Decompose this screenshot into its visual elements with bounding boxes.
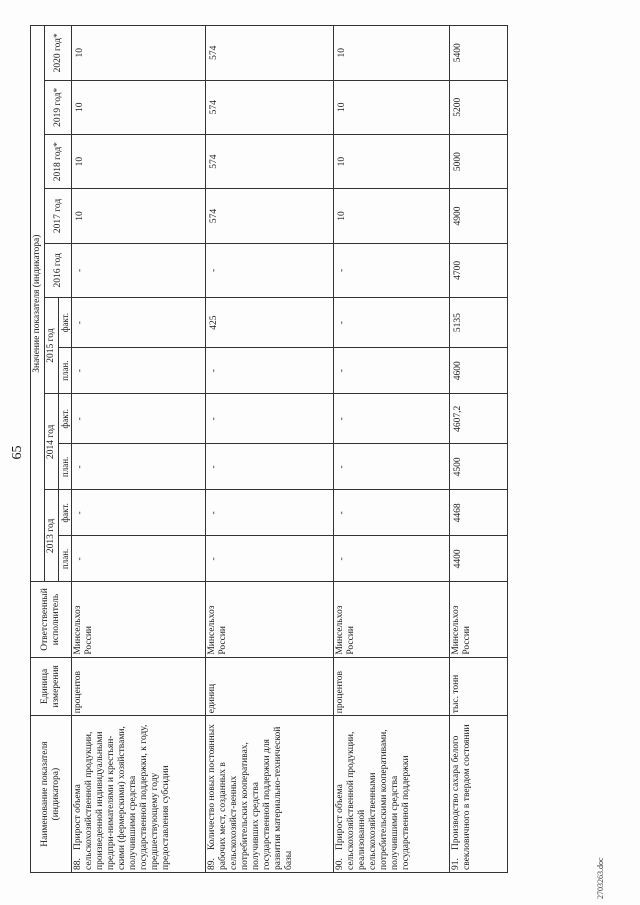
value-2020: 5400 [450,26,508,81]
value-2013-fact: - [334,490,450,536]
value-2016: 4700 [450,243,508,297]
header-2014-fact: факт. [58,394,71,444]
header-row-1 [31,26,45,873]
unit-cell: единиц [206,657,334,716]
value-2016: - [334,243,450,297]
value-2014-fact: 4607,2 [450,394,508,444]
header-2015: 2015 год [44,298,58,394]
value-2020: 10 [72,26,206,81]
responsible-cell: Минсельхоз России [72,582,206,657]
value-2013-plan: 4400 [450,536,508,582]
header-responsible: Ответственный исполнитель [31,582,72,657]
indicator-name-cell [450,716,508,873]
value-2019: 5200 [450,80,508,134]
unit-cell: процентов [334,657,450,716]
header-2013: 2013 год [44,490,58,582]
unit-cell: процентов [72,657,206,716]
document-file-name: 2703263.doc [596,857,605,899]
header-2014-plan: план. [58,444,71,490]
value-2014-plan: - [206,444,334,490]
table-row [72,26,206,873]
value-2014-fact: - [334,394,450,444]
row-number: 90. [335,858,346,870]
value-2014-plan: - [334,444,450,490]
responsible-cell: Минсельхоз России [450,582,508,657]
value-2015-plan: - [72,348,206,394]
value-2014-plan: - [72,444,206,490]
value-2015-plan: - [334,348,450,394]
responsible-cell: Минсельхоз России [206,582,334,657]
indicator-name-cell [206,716,334,873]
page-number: 65 [10,445,25,460]
value-2015-fact: - [334,298,450,348]
header-2013-fact: факт. [58,490,71,536]
value-2018: 10 [334,134,450,188]
table-row [206,26,334,873]
header-unit: Единица измерения [31,657,72,716]
header-2014: 2014 год [44,394,58,490]
value-2019: 574 [206,80,334,134]
value-2014-fact: - [206,394,334,444]
indicator-name: Производство сахара белого свекловичного в твердом состоянии [451,724,473,870]
value-2013-fact: - [206,490,334,536]
indicator-name: Количество новых постоянных рабочих мест, созданных в сельскохозяйст-венных потребительских кооперативах, получивших средства государственной поддержки для развития материально-технической базы [207,724,294,870]
value-2017: 574 [206,189,334,243]
header-values-group: Значение показателя (индикатора) [31,26,45,582]
header-2018: 2018 год* [44,134,71,188]
value-2015-fact: 5135 [450,298,508,348]
table-row [450,26,508,873]
header-2013-plan: план. [58,536,71,582]
value-2020: 574 [206,26,334,81]
value-2013-plan: - [72,536,206,582]
unit-cell: тыс. тонн [450,657,508,716]
value-2015-plan: 4600 [450,348,508,394]
value-2019: 10 [72,80,206,134]
value-2017: 10 [72,189,206,243]
value-2013-plan: - [334,536,450,582]
table-row [334,26,450,873]
value-2018: 5000 [450,134,508,188]
value-2013-fact: - [72,490,206,536]
header-name: Наименование показателя (индикатора) [31,716,72,873]
value-2016: - [72,243,206,297]
value-2014-plan: 4500 [450,444,508,490]
header-2016: 2016 год [44,243,71,297]
value-2018: 574 [206,134,334,188]
value-2019: 10 [334,80,450,134]
value-2020: 10 [334,26,450,81]
value-2017: 4900 [450,189,508,243]
indicators-table [30,25,508,873]
value-2015-plan: - [206,348,334,394]
header-2020: 2020 год* [44,26,71,81]
indicator-name: Прирост объема сельскохозяйственной продукции, реализованной сельскохозяйственными потребительскими кооперативами, получившими средства государственной поддержки [335,729,411,870]
header-2017: 2017 год [44,189,71,243]
indicator-name-cell [72,716,206,873]
value-2017: 10 [334,189,450,243]
responsible-cell: Минсельхоз России [334,582,450,657]
header-2019: 2019 год* [44,80,71,134]
value-2016: - [206,243,334,297]
value-2018: 10 [72,134,206,188]
value-2015-fact: - [72,298,206,348]
header-2015-fact: факт. [58,298,71,348]
value-2014-fact: - [72,394,206,444]
row-number: 88. [73,858,84,870]
row-number: 89. [207,858,218,870]
row-number: 91. [451,858,462,870]
value-2015-fact: 425 [206,298,334,348]
indicator-name-cell [334,716,450,873]
value-2013-plan: - [206,536,334,582]
value-2013-fact: 4468 [450,490,508,536]
header-2015-plan: план. [58,348,71,394]
indicator-name: Прирост объема сельскохозяйственной продукции, произведенной индивидуальными предпри-нимателями и крестьян-скими (фермерскими) хозяйствами, получившими средства государственной поддержки, к году, предшествующему году предоставления субсидии [73,724,171,870]
